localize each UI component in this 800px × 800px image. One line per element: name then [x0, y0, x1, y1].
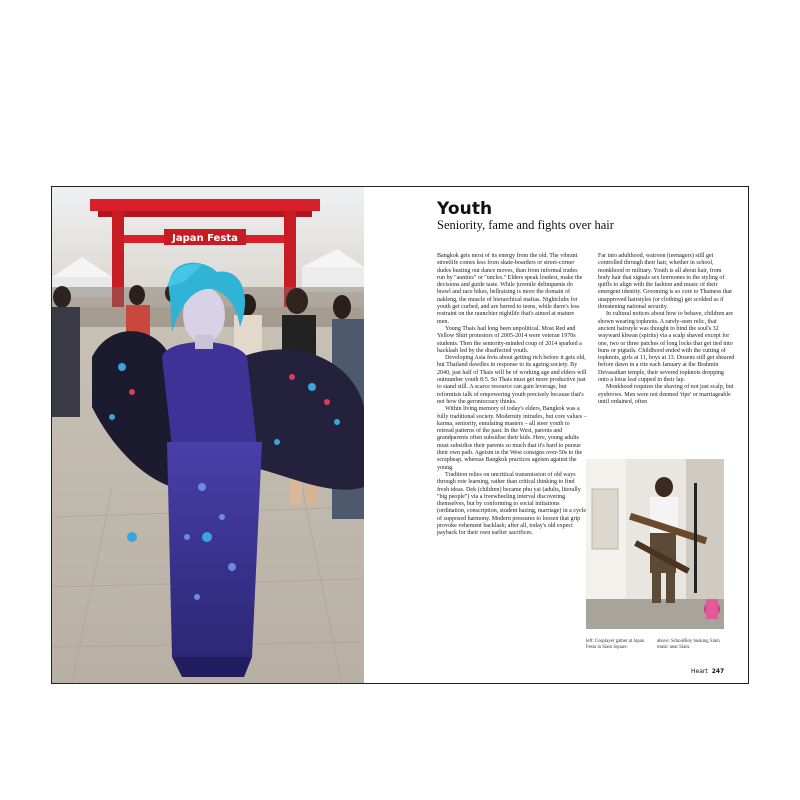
- paragraph: Bangkok gets most of its energy from the old. The vibrant streetlife comes less from skate-boarders or street-corner dudes busting out dance moves, than from informal trades run by "aunties" or "uncles." Elders speak loudest, make the decisions and guide taste. While juvenile delinquents do brawl and race bikes, hellraising is more the domain of nakleng, the muscle of hierarchical mafias. Nightclubs for youth get curbed, and are barred to teens, while there's less restraint on the raunchier nightlife that's aimed at mature men.: [437, 253, 583, 325]
- page-folio: [691, 668, 724, 675]
- cosplay-photo: [52, 187, 364, 683]
- paragraph: In cultural notices about how to behave, children are shown wearing topknots. A rarely-seen relic, that ancient hairstyle was thought to bind the soul's 32 wayward khwan (spirits) via a scalp shaved except for one, two or three patches of long locks that get tied into buns or pigtails. Childhood ended with the cutting of topknots, girls at 11, boys at 13. Dozens still get sheared before dawn in a rite each January at the Brahmin Devasathan temple, their severed topknots dropping onto a lotus leaf cupped in their lap.: [598, 311, 735, 384]
- paragraph: Developing Asia frets about getting rich before it gets old, but Thailand dawdles in response to its ageing society. By 2040, just half of Thais will be of working age and elders will outnumber youth 8:5. So Thais must get more productive just to stand still. A scarce resource can gain leverage, but reformists talk of empowering youth precisely because that's not how the gerontocracy thinks.: [437, 355, 587, 405]
- folio-section: Heart: [691, 668, 708, 675]
- paragraph: Tradition relies on uncritical transmission of old ways through rote learning, rather than critical thinking to find fresh ideas. Dek (children) became phu yai (adults, literally "big people") via a freewheeling interval discovering themselves, but by conforming to social initiations (ordination, conscription, student hazing, marriage) in a cycle of supposed harmony. Modern pressures to loosen that grip provoke vehement backlash; after all, today's old expect payback for their own earlier sacrifices.: [437, 471, 587, 537]
- page-title: Youth: [437, 199, 493, 219]
- page-subtitle: Seniority, fame and fights over hair: [437, 218, 614, 232]
- paragraph: Within living memory of today's elders, Bangkok was a fully traditional society. Modernity intrudes, but core values – karma, seniority, emulating masters – all steer youth to retread patterns of the past. In the West, parents and grandparents often subsidise their kids. Here, young adults must subsidise their parents so much that it's hard to pursue their own path. Ageism in the West consigns over-50s to the scrapheap, whereas Bangkok practices ageism against the young.: [437, 406, 587, 471]
- page-number: 247: [711, 668, 725, 675]
- paragraph: Young Thais had long been unpolitical. Most Red and Yellow Shirt protestors of 2005-2014 were veteran 1970s students. Then the seniority-minded coup of 2014 sparked a backlash led by the disaffected youth.: [437, 325, 582, 354]
- text-column-2: [598, 253, 735, 406]
- caption-right: above: SchoolBoy busking Siam music near Siam.: [657, 639, 720, 650]
- caption-left: left: Cosplayer gather at Japan Festa in Siam Square.: [586, 639, 645, 650]
- paragraph: Far into adulthood, wairoon (teenagers) still get controlled through their hair, whether in school, monkhood or military. Youth is all about hair, from body hair that signals sex hormones to the styling of quiffs to align with the fashion and music of their emergent identity. Grooming is so core to Thainess that unapproved hairstyles (or clothing) get scolded as if threatening national security.: [598, 253, 732, 311]
- photo-sign-text: Japan Festa: [172, 233, 238, 244]
- busker-photo: [586, 459, 724, 629]
- right-page: [364, 187, 748, 683]
- paragraph: Monkhood requires the shaving of not just scalp, but eyebrows. Men were not deemed 'ripe' or marriageable until ordained, often: [598, 384, 734, 405]
- book-spread: [51, 186, 749, 684]
- text-column-1: [437, 253, 587, 538]
